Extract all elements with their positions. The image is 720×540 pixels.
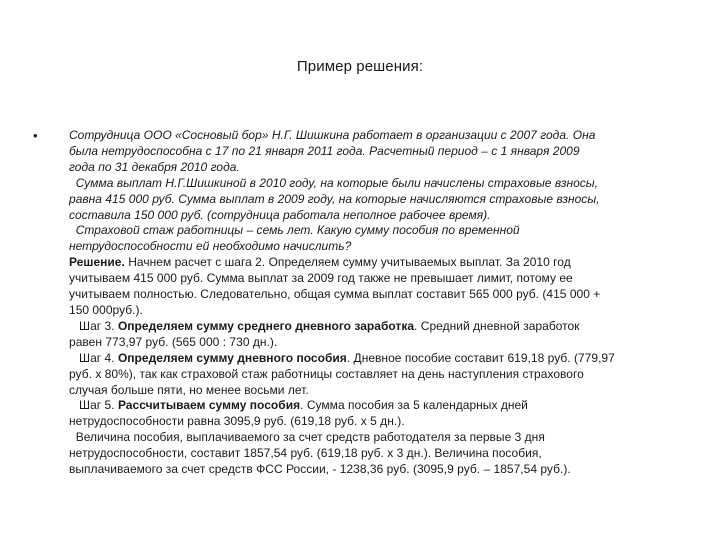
text-line: равен 773,97 руб. (565 000 : 730 дн.). — [69, 334, 278, 349]
text-line: случая больше пяти, но менее восьми лет. — [69, 382, 309, 397]
text-line: равна 415 000 руб. Сумма выплат в 2009 году, на которые начисляются страховые взносы, — [69, 191, 600, 206]
slide-title: Пример решения: — [296, 58, 424, 75]
text-line: 150 000руб.). — [69, 302, 143, 317]
text-line: Величина пособия, выплачиваемого за счет средств работодателя за первые 3 дня — [69, 430, 545, 445]
step-prefix: Шаг 4. — [69, 350, 118, 365]
step-text: . Средний дневной заработок — [414, 318, 580, 333]
step-prefix: Шаг 3. — [69, 318, 118, 333]
step-prefix: Шаг 5. — [69, 398, 118, 413]
step-3 — [69, 319, 695, 351]
text-line: учитываем 415 000 руб. Сумма выплат за 2009 год также не превышает лимит, потому ее — [69, 271, 573, 286]
text-line: выплачиваемого за счет средств ФСС России, - 1238,36 руб. (3095,9 руб. – 1857,54 руб.). — [69, 462, 571, 477]
text-line: нетрудоспособности, составит 1857,54 руб. (619,18 руб. х 3 дн.). Величина пособия, — [69, 446, 542, 461]
text-line — [69, 255, 695, 271]
step-title: Определяем сумму среднего дневного заработка — [117, 318, 415, 333]
text-line — [69, 398, 695, 414]
text-line: Сотрудница ООО «Сосновый бор» Н.Г. Шишкина работает в организации с 2007 года. Она — [69, 128, 596, 142]
bullet-content — [69, 128, 695, 478]
step-text: . Дневное пособие составит 619,18 руб. (779,97 — [346, 350, 615, 365]
solution-paragraph — [69, 255, 695, 319]
problem-statement — [69, 128, 695, 255]
text-line: нетрудоспособности ей необходимо начислить? — [69, 239, 352, 254]
text-line: Сумма выплат Н.Г.Шишкиной в 2010 году, на которые были начислены страховые взносы, — [69, 175, 599, 190]
solution-label: Решение. — [69, 255, 125, 270]
text-line: года по 31 декабря 2010 года. — [69, 159, 240, 174]
step-text: . Сумма пособия за 5 календарных дней — [300, 398, 528, 413]
step-title: Определяем сумму дневного пособия — [117, 350, 347, 365]
bullet-marker: • — [33, 128, 38, 143]
text-line: учитываем полностью. Следовательно, общая сумма выплат составит 565 000 руб. (415 000 + — [69, 287, 601, 302]
text-line: Страховой стаж работницы – семь лет. Какую сумму пособия по временной — [69, 223, 520, 238]
text-line: была нетрудоспособна с 17 по 21 января 2011 года. Расчетный период – с 1 января 2009 — [69, 143, 580, 158]
text-line — [69, 319, 695, 335]
text-line: руб. х 80%), так как страховой стаж работницы составляет на день наступления страхового — [69, 366, 584, 381]
text-line: нетрудоспособности равна 3095,9 руб. (619,18 руб. х 5 дн.). — [69, 414, 405, 429]
text-line — [69, 351, 695, 367]
step-4 — [69, 351, 695, 399]
text-line: составила 150 000 руб. (сотрудница работала неполное рабочее время). — [69, 207, 491, 222]
solution-text: Начнем расчет с шага 2. Определяем сумму учитываемых выплат. За 2010 год — [124, 255, 571, 270]
step-title: Рассчитываем сумму пособия — [117, 398, 301, 413]
step-5 — [69, 398, 695, 478]
